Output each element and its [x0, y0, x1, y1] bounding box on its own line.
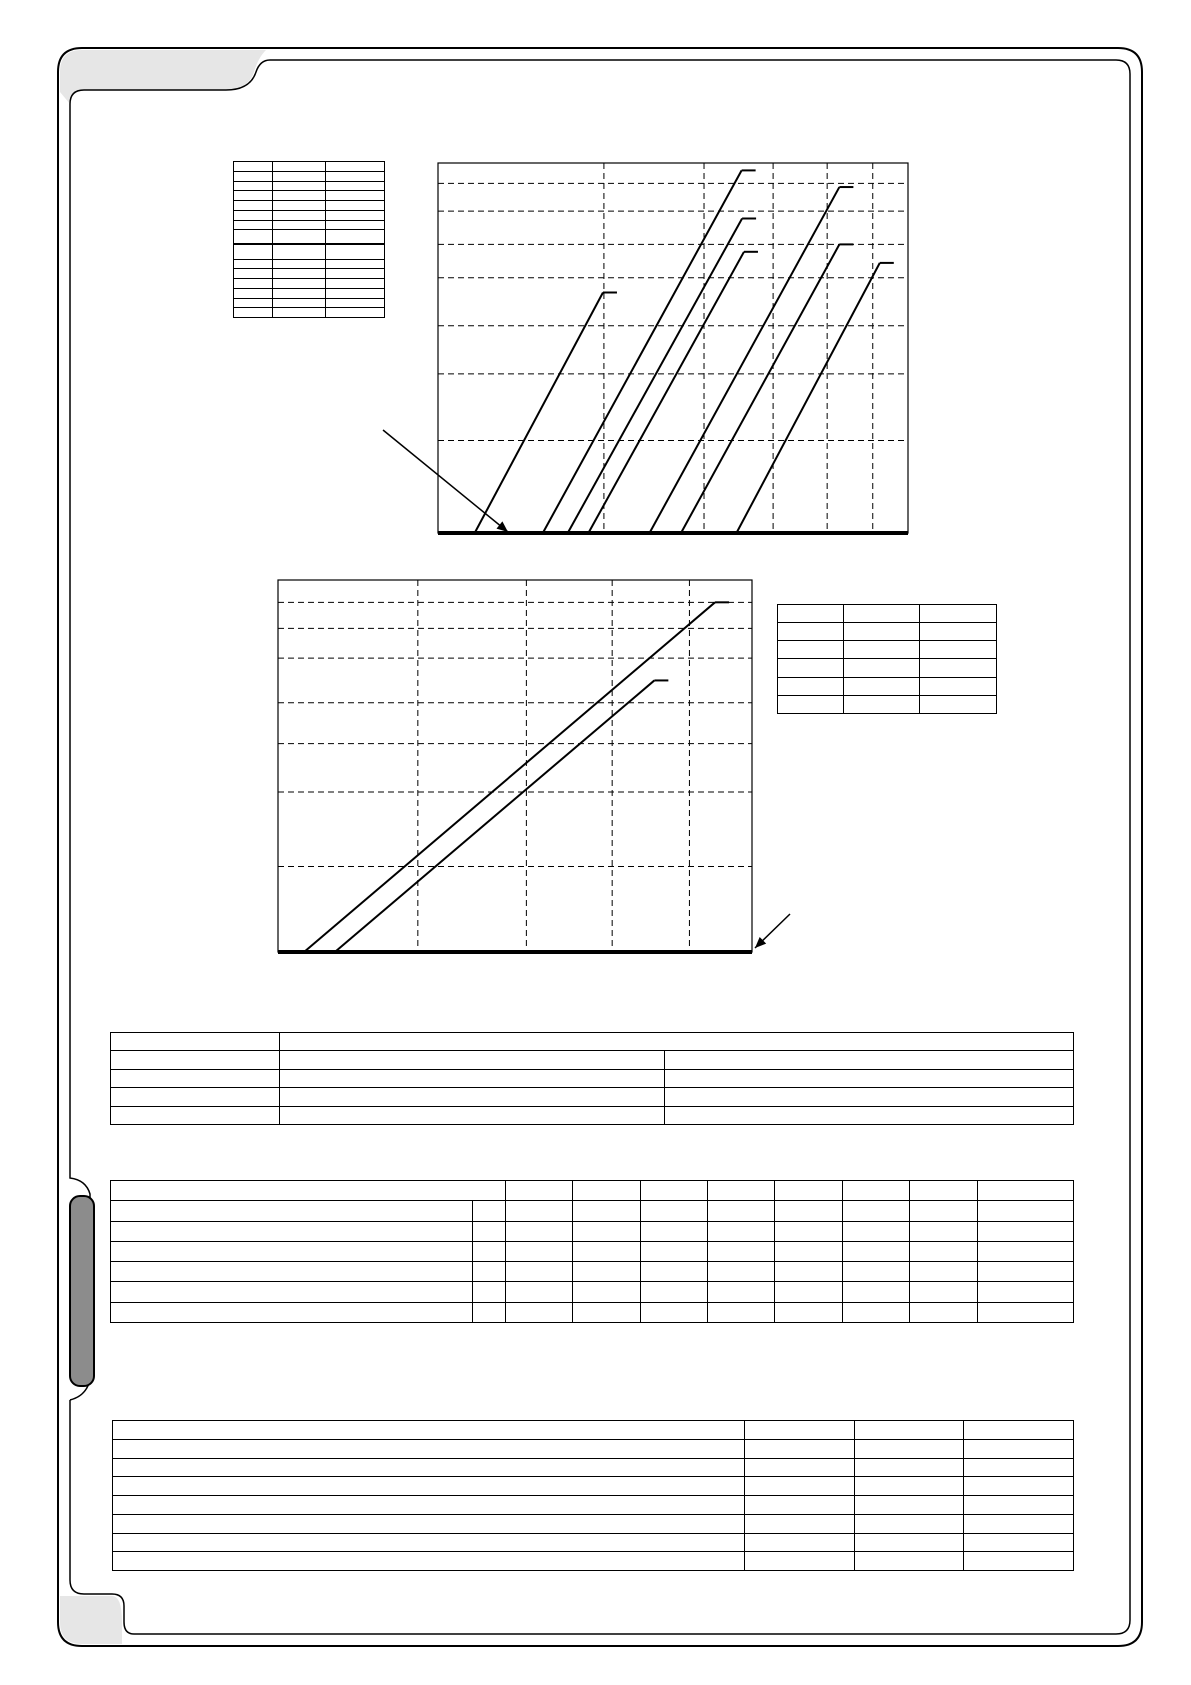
table-row [111, 1282, 1074, 1302]
table-cell [708, 1241, 775, 1261]
table-cell [234, 308, 273, 318]
table-cell [113, 1458, 745, 1477]
table-cell [505, 1282, 572, 1302]
table-cell [273, 171, 326, 181]
series-line-5 [650, 187, 840, 533]
table-cell [111, 1241, 473, 1261]
table-cell [505, 1181, 572, 1201]
table-cell [234, 298, 273, 308]
table-cell [111, 1106, 280, 1124]
table-row [111, 1106, 1074, 1124]
table-cell [111, 1088, 280, 1106]
table-cell [920, 695, 997, 713]
table-cell [708, 1201, 775, 1221]
table-cell [854, 1496, 964, 1515]
table-cell [326, 244, 385, 259]
footer-tab [60, 1596, 122, 1644]
table-cell [473, 1302, 506, 1322]
table-cell [473, 1282, 506, 1302]
table-cell [745, 1477, 855, 1496]
table-cell [843, 605, 920, 623]
table-cell [111, 1201, 473, 1221]
table-cell [708, 1282, 775, 1302]
table-cell [573, 1221, 640, 1241]
table-row [113, 1514, 1074, 1533]
table-cell [234, 210, 273, 220]
chart-top [383, 163, 908, 533]
annotation-arrow [383, 430, 508, 532]
table-row [234, 298, 385, 308]
plot-frame [438, 163, 908, 533]
table-cell [854, 1533, 964, 1552]
table-row [778, 605, 997, 623]
table-cell [708, 1262, 775, 1282]
table-cell [111, 1181, 506, 1201]
table-cell [778, 605, 844, 623]
series-line-1 [475, 293, 603, 534]
table-cell [505, 1221, 572, 1241]
table-cell [964, 1421, 1074, 1440]
table-row [234, 244, 385, 259]
table-cell [640, 1181, 707, 1201]
table-cell [910, 1221, 977, 1241]
table-row [234, 279, 385, 289]
table-cell [778, 695, 844, 713]
table-cell [964, 1533, 1074, 1552]
table-cell [273, 191, 326, 201]
table-cell [745, 1514, 855, 1533]
table-cell [111, 1302, 473, 1322]
table-cell [842, 1201, 909, 1221]
table-cell [977, 1221, 1073, 1241]
table-row [234, 220, 385, 230]
table-cell [745, 1496, 855, 1515]
table-cell [279, 1051, 664, 1069]
table-cell [113, 1496, 745, 1515]
table-cell [910, 1302, 977, 1322]
wide-table [110, 1180, 1074, 1323]
table-cell [273, 259, 326, 269]
table-cell [854, 1552, 964, 1571]
table-cell [273, 181, 326, 191]
table-cell [279, 1088, 664, 1106]
table-cell [920, 605, 997, 623]
table-cell [326, 279, 385, 289]
table-cell [326, 171, 385, 181]
table-cell [664, 1051, 1073, 1069]
table-cell [640, 1241, 707, 1261]
table-cell [910, 1241, 977, 1261]
table-row [234, 181, 385, 191]
annotation-arrowhead [496, 521, 508, 532]
table-row [111, 1051, 1074, 1069]
table-cell [664, 1106, 1073, 1124]
series-line-2 [335, 680, 654, 952]
table-cell [326, 230, 385, 245]
table-cell [977, 1201, 1073, 1221]
table-row [113, 1533, 1074, 1552]
table-row [234, 288, 385, 298]
table-cell [113, 1477, 745, 1496]
spec-table [110, 1032, 1074, 1125]
table-cell [273, 279, 326, 289]
table-cell [111, 1282, 473, 1302]
table-cell [234, 162, 273, 172]
table-cell [920, 659, 997, 677]
table-row [778, 695, 997, 713]
spine-tab-icon [70, 1196, 94, 1386]
table-cell [273, 201, 326, 211]
table-cell [910, 1201, 977, 1221]
table-row [234, 171, 385, 181]
table-cell [273, 162, 326, 172]
table-row [111, 1069, 1074, 1087]
table-cell [745, 1552, 855, 1571]
table-cell [273, 220, 326, 230]
table-cell [842, 1262, 909, 1282]
series-line-4 [588, 252, 744, 533]
table-cell [708, 1221, 775, 1241]
table-cell [505, 1262, 572, 1282]
table-cell [842, 1282, 909, 1302]
table-cell [273, 308, 326, 318]
table-cell [842, 1241, 909, 1261]
table-cell [910, 1262, 977, 1282]
table-cell [279, 1033, 1073, 1051]
table-cell [473, 1201, 506, 1221]
table-row [111, 1241, 1074, 1261]
table-row [778, 623, 997, 641]
table-cell [573, 1241, 640, 1261]
table-cell [473, 1241, 506, 1261]
table-row [113, 1496, 1074, 1515]
table-cell [113, 1439, 745, 1458]
table-cell [573, 1282, 640, 1302]
table-row [111, 1302, 1074, 1322]
table-cell [640, 1262, 707, 1282]
table-cell [273, 244, 326, 259]
table-cell [640, 1302, 707, 1322]
table-row [234, 191, 385, 201]
table-cell [775, 1262, 842, 1282]
table-cell [854, 1458, 964, 1477]
table-cell [843, 659, 920, 677]
table-cell [910, 1282, 977, 1302]
table-cell [326, 308, 385, 318]
table-cell [326, 220, 385, 230]
table-cell [964, 1552, 1074, 1571]
table-cell [640, 1282, 707, 1302]
table-cell [326, 181, 385, 191]
table-cell [113, 1514, 745, 1533]
table-cell [279, 1106, 664, 1124]
table-cell [664, 1069, 1073, 1087]
table-cell [234, 279, 273, 289]
table-cell [854, 1439, 964, 1458]
bottom-table [112, 1420, 1074, 1571]
table-cell [920, 623, 997, 641]
table-row [778, 677, 997, 695]
table-cell [640, 1201, 707, 1221]
table-cell [234, 259, 273, 269]
table-cell [113, 1421, 745, 1440]
table-cell [977, 1262, 1073, 1282]
chart-bottom [278, 580, 790, 952]
table-cell [842, 1221, 909, 1241]
table-cell [273, 210, 326, 220]
table-row [113, 1458, 1074, 1477]
table-cell [964, 1458, 1074, 1477]
table-cell [775, 1282, 842, 1302]
table-cell [854, 1514, 964, 1533]
table-cell [842, 1302, 909, 1322]
table-cell [775, 1201, 842, 1221]
table-cell [234, 201, 273, 211]
table-row [778, 659, 997, 677]
table-row [778, 641, 997, 659]
plot-frame [278, 580, 752, 952]
table-cell [505, 1241, 572, 1261]
table-row [113, 1552, 1074, 1571]
table-cell [775, 1221, 842, 1241]
table-cell [111, 1033, 280, 1051]
table-cell [920, 641, 997, 659]
table-cell [234, 220, 273, 230]
table-cell [273, 230, 326, 245]
table-cell [745, 1439, 855, 1458]
table-cell [745, 1533, 855, 1552]
table-cell [964, 1496, 1074, 1515]
table-row [234, 269, 385, 279]
table-cell [778, 641, 844, 659]
table-cell [910, 1181, 977, 1201]
table-cell [854, 1421, 964, 1440]
table-cell [745, 1458, 855, 1477]
table-cell [234, 171, 273, 181]
table-cell [708, 1181, 775, 1201]
table-row [111, 1088, 1074, 1106]
table-cell [775, 1241, 842, 1261]
table-cell [842, 1181, 909, 1201]
small-table-left [233, 161, 385, 318]
table-cell [234, 181, 273, 191]
table-cell [775, 1302, 842, 1322]
table-cell [505, 1201, 572, 1221]
table-cell [113, 1552, 745, 1571]
table-cell [843, 695, 920, 713]
table-row [111, 1181, 1074, 1201]
table-cell [778, 659, 844, 677]
table-cell [573, 1262, 640, 1282]
table-row [111, 1201, 1074, 1221]
table-cell [664, 1088, 1073, 1106]
table-cell [326, 298, 385, 308]
table-cell [778, 623, 844, 641]
table-cell [326, 191, 385, 201]
table-cell [234, 288, 273, 298]
table-row [234, 210, 385, 220]
table-cell [854, 1477, 964, 1496]
table-row [111, 1262, 1074, 1282]
table-row [111, 1221, 1074, 1241]
series-line-3 [568, 219, 742, 534]
table-row [234, 259, 385, 269]
table-cell [234, 269, 273, 279]
table-cell [111, 1221, 473, 1241]
table-cell [273, 288, 326, 298]
table-cell [977, 1282, 1073, 1302]
table-cell [111, 1069, 280, 1087]
table-row [111, 1033, 1074, 1051]
table-row [234, 230, 385, 245]
table-cell [708, 1302, 775, 1322]
table-cell [326, 259, 385, 269]
table-row [234, 162, 385, 172]
table-cell [573, 1302, 640, 1322]
table-cell [326, 162, 385, 172]
table-cell [843, 677, 920, 695]
table-cell [977, 1302, 1073, 1322]
table-cell [778, 677, 844, 695]
table-cell [977, 1241, 1073, 1261]
table-cell [111, 1262, 473, 1282]
table-row [234, 201, 385, 211]
table-cell [326, 269, 385, 279]
table-cell [113, 1533, 745, 1552]
header-tab [60, 50, 266, 104]
table-cell [111, 1051, 280, 1069]
table-cell [977, 1181, 1073, 1201]
table-cell [326, 288, 385, 298]
table-cell [640, 1221, 707, 1241]
table-cell [326, 210, 385, 220]
table-cell [843, 623, 920, 641]
table-cell [473, 1221, 506, 1241]
table-cell [273, 298, 326, 308]
table-row [234, 308, 385, 318]
table-cell [964, 1477, 1074, 1496]
series-line-1 [304, 602, 715, 952]
table-cell [843, 641, 920, 659]
small-table-right [777, 604, 997, 714]
table-cell [279, 1069, 664, 1087]
table-cell [234, 191, 273, 201]
table-cell [745, 1421, 855, 1440]
table-row [113, 1439, 1074, 1458]
table-cell [234, 244, 273, 259]
table-row [113, 1477, 1074, 1496]
table-cell [964, 1439, 1074, 1458]
table-cell [505, 1302, 572, 1322]
table-cell [775, 1181, 842, 1201]
table-cell [234, 230, 273, 245]
table-cell [573, 1201, 640, 1221]
table-row [113, 1421, 1074, 1440]
table-cell [573, 1181, 640, 1201]
table-cell [473, 1262, 506, 1282]
table-cell [920, 677, 997, 695]
outer-border [58, 48, 1142, 1646]
table-cell [326, 201, 385, 211]
table-cell [964, 1514, 1074, 1533]
table-cell [273, 269, 326, 279]
